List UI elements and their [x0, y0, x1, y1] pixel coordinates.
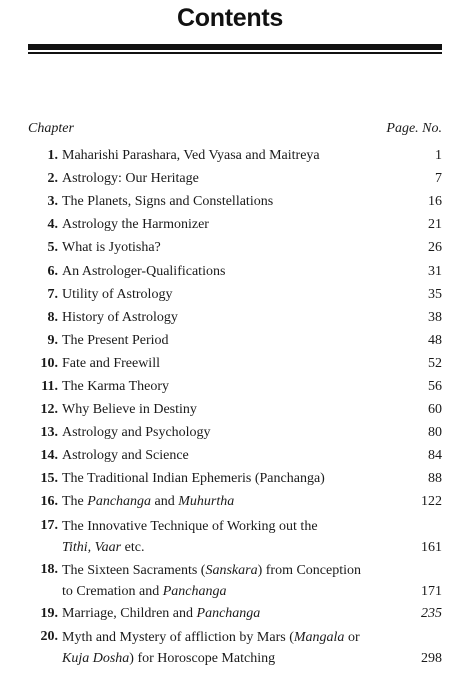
entry-title-segment: Astrology the Harmonizer	[62, 217, 209, 233]
chapter-title	[58, 145, 392, 166]
entry-title-segment: The	[62, 494, 88, 510]
title-rule-thin	[28, 52, 442, 54]
entry-title-segment: Astrology: Our Heritage	[62, 171, 199, 187]
chapter-number: 3.	[47, 194, 58, 210]
entry-title-segment: ) for Horoscope Matching	[129, 650, 276, 666]
toc-list	[28, 144, 442, 669]
chapter-title	[58, 445, 392, 466]
chapter-number: 2.	[47, 171, 58, 187]
toc-entry	[28, 213, 442, 236]
chapter-number: 14.	[40, 448, 58, 464]
chapter-title	[58, 168, 392, 189]
toc-entry	[28, 398, 442, 421]
chapter-number: 6.	[47, 263, 58, 279]
toc-entry	[28, 602, 442, 625]
page-number: 35	[428, 286, 442, 302]
chapter-title	[58, 516, 392, 558]
chapter-title	[58, 468, 392, 489]
chapter-title-line	[62, 560, 384, 581]
chapter-number: 11.	[41, 378, 58, 394]
chapter-number: 13.	[40, 425, 58, 441]
page-number: 7	[435, 171, 442, 187]
entry-title-segment: or	[344, 629, 360, 645]
chapter-number: 19.	[40, 605, 58, 621]
column-header-row	[28, 121, 442, 137]
chapter-title-line	[62, 537, 384, 558]
chapter-number: 8.	[47, 309, 58, 325]
chapter-number: 1.	[47, 148, 58, 164]
toc-entry	[28, 329, 442, 352]
entry-title-segment: Marriage, Children and	[62, 605, 197, 621]
entry-title-segment: etc.	[121, 539, 145, 555]
chapter-title	[58, 491, 392, 512]
toc-entry	[28, 167, 442, 190]
page-number: 56	[428, 378, 442, 394]
chapter-title	[58, 560, 392, 602]
page-number: 235	[421, 605, 442, 621]
page-title: Contents	[177, 4, 283, 32]
chapter-number: 18.	[40, 561, 58, 577]
chapter-title	[58, 376, 392, 397]
entry-title-segment: The Innovative Technique of Working out the	[62, 518, 318, 534]
chapter-title-line	[62, 581, 384, 602]
toc-entry	[28, 421, 442, 444]
chapter-number: 5.	[47, 240, 58, 256]
chapter-title	[58, 422, 392, 443]
entry-title-segment: Tithi, Vaar	[62, 539, 122, 555]
page-number: 161	[421, 539, 442, 555]
entry-title-segment: Sanskara	[205, 562, 258, 578]
page-number: 84	[428, 448, 442, 464]
entry-title-segment: Utility of Astrology	[62, 286, 173, 302]
toc-entry	[28, 352, 442, 375]
toc-entry	[28, 236, 442, 259]
page-number: 80	[428, 425, 442, 441]
page-number: 88	[428, 471, 442, 487]
chapter-number: 7.	[47, 286, 58, 302]
title-rule-thick	[28, 44, 442, 50]
chapter-title	[58, 627, 392, 669]
page-number: 31	[428, 263, 442, 279]
entry-title-segment: Astrology and Science	[62, 448, 189, 464]
page-number: 171	[421, 583, 442, 599]
toc-entry	[28, 467, 442, 490]
entry-title-segment: Maharishi Parashara, Ved Vyasa and Maitreya	[62, 148, 320, 164]
page-number: 52	[428, 355, 442, 371]
entry-title-segment: to Cremation and	[62, 583, 163, 599]
chapter-title	[58, 353, 392, 374]
toc-entry	[28, 444, 442, 467]
entry-title-segment: Why Believe in Destiny	[62, 402, 197, 418]
entry-title-segment: An Astrologer-Qualifications	[62, 263, 226, 279]
chapter-title	[58, 237, 392, 258]
chapter-number: 10.	[40, 355, 58, 371]
chapter-title	[58, 284, 392, 305]
toc-entry	[28, 306, 442, 329]
entry-title-segment: Mangala	[293, 629, 345, 645]
entry-title-segment: What is Jyotisha?	[62, 240, 161, 256]
entry-title-segment: The Present Period	[62, 332, 169, 348]
toc-entry	[28, 283, 442, 306]
page-number: 48	[428, 332, 442, 348]
chapter-title	[58, 191, 392, 212]
entry-title-segment: Panchanga	[162, 583, 227, 599]
entry-title-segment: Myth and Mystery of affliction by Mars (	[62, 629, 294, 645]
entry-title-segment: Panchanga	[196, 605, 261, 621]
entry-title-segment: Kuja Dosha	[62, 650, 130, 666]
chapter-title	[58, 330, 392, 351]
entry-title-segment: Panchanga	[87, 494, 152, 510]
chapter-title	[58, 603, 392, 624]
chapter-column-header: Chapter	[28, 121, 74, 136]
chapter-number: 16.	[40, 494, 58, 510]
page-number: 38	[428, 309, 442, 325]
chapter-number: 12.	[40, 402, 58, 418]
chapter-title	[58, 214, 392, 235]
page-number: 16	[428, 194, 442, 210]
toc-entry	[28, 514, 442, 558]
entry-title-segment: and	[151, 494, 179, 510]
chapter-title	[58, 261, 392, 282]
entry-title-segment: Muhurtha	[178, 494, 235, 510]
entry-title-segment: The Planets, Signs and Constellations	[62, 194, 274, 210]
chapter-number: 9.	[47, 332, 58, 348]
chapter-number: 4.	[47, 217, 58, 233]
page-number: 1	[435, 148, 442, 164]
chapter-title-line	[62, 627, 384, 648]
entry-title-segment: History of Astrology	[62, 309, 178, 325]
chapter-number: 15.	[40, 471, 58, 487]
page-number: 122	[421, 494, 442, 510]
entry-title-segment: ) from Conception	[257, 562, 361, 578]
chapter-title-line	[62, 648, 384, 669]
toc-entry	[28, 190, 442, 213]
entry-title-segment: The Traditional Indian Ephemeris (Panchanga)	[62, 471, 325, 487]
toc-entry	[28, 490, 442, 513]
toc-entry	[28, 144, 442, 167]
page-number: 21	[428, 217, 442, 233]
page-number: 26	[428, 240, 442, 256]
toc-entry	[28, 375, 442, 398]
entry-title-segment: Fate and Freewill	[62, 355, 160, 371]
entry-title-segment: Astrology and Psychology	[62, 425, 211, 441]
page-number: 298	[421, 650, 442, 666]
entry-title-segment: The Karma Theory	[62, 378, 170, 394]
chapter-number: 17.	[40, 517, 58, 533]
chapter-title	[58, 307, 392, 328]
chapter-title-line	[62, 516, 384, 537]
page-number: 60	[428, 402, 442, 418]
page-column-header: Page. No.	[386, 121, 442, 136]
toc-entry	[28, 259, 442, 282]
entry-title-segment: The Sixteen Sacraments (	[62, 562, 206, 578]
chapter-title	[58, 399, 392, 420]
toc-entry	[28, 625, 442, 669]
toc-entry	[28, 558, 442, 602]
chapter-number: 20.	[40, 628, 58, 644]
